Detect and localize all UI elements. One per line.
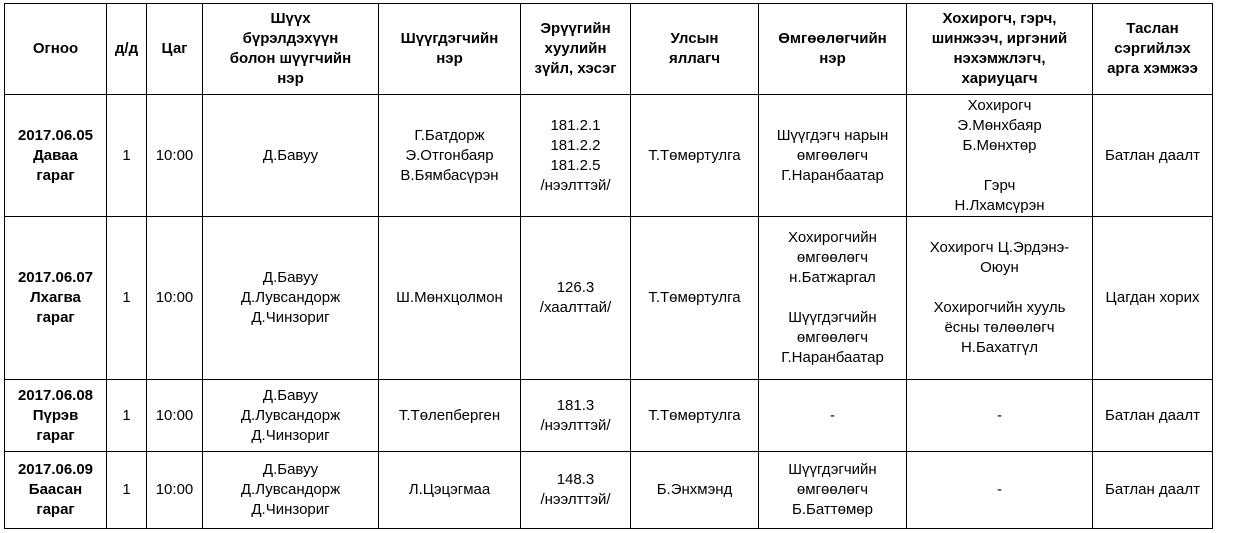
cell-defendants: Т.Төлепберген	[379, 380, 521, 452]
header-court-composition: Шүүх бүрэлдэхүүн болон шүүгчийн нэр	[203, 4, 379, 95]
cell-court: Д.Бавуу Д.Лувсандорж Д.Чинзориг	[203, 217, 379, 380]
cell-parties: -	[907, 380, 1093, 452]
cell-lawyer: Хохирогчийн өмгөөлөгч н.Батжаргал Шүүгдэгчийн өмгөөлөгч Г.Наранбаатар	[759, 217, 907, 380]
header-parties: Хохирогч, гэрч, шинжээч, иргэний нэхэмжлэгч, хариуцагч	[907, 4, 1093, 95]
cell-measure: Батлан даалт	[1093, 452, 1213, 529]
cell-articles: 148.3 /нээлттэй/	[521, 452, 631, 529]
cell-measure: Батлан даалт	[1093, 95, 1213, 217]
cell-prosecutor: Т.Төмөртулга	[631, 95, 759, 217]
cell-defendants: Л.Цэцэгмаа	[379, 452, 521, 529]
header-date: Огноо	[5, 4, 107, 95]
header-defendant: Шүүгдэгчийн нэр	[379, 4, 521, 95]
table-row	[5, 217, 1213, 380]
header-prosecutor: Улсын яллагч	[631, 4, 759, 95]
cell-prosecutor: Т.Төмөртулга	[631, 217, 759, 380]
cell-time: 10:00	[147, 217, 203, 380]
cell-prosecutor: Б.Энхмэнд	[631, 452, 759, 529]
cell-articles: 126.3 /хаалттай/	[521, 217, 631, 380]
cell-time: 10:00	[147, 95, 203, 217]
cell-date: 2017.06.08 Пүрэв гараг	[5, 380, 107, 452]
court-schedule-table	[4, 3, 1213, 529]
cell-parties: -	[907, 452, 1093, 529]
table-row	[5, 95, 1213, 217]
cell-articles: 181.2.1 181.2.2 181.2.5 /нээлттэй/	[521, 95, 631, 217]
cell-articles: 181.3 /нээлттэй/	[521, 380, 631, 452]
cell-number: 1	[107, 217, 147, 380]
cell-date: 2017.06.09 Баасан гараг	[5, 452, 107, 529]
cell-number: 1	[107, 452, 147, 529]
cell-lawyer: -	[759, 380, 907, 452]
header-time: Цаг	[147, 4, 203, 95]
cell-parties: Хохирогч Э.Мөнхбаяр Б.Мөнхтөр Гэрч Н.Лхамсүрэн	[907, 95, 1093, 217]
cell-defendants: Ш.Мөнхцолмон	[379, 217, 521, 380]
cell-number: 1	[107, 380, 147, 452]
cell-date: 2017.06.07 Лхагва гараг	[5, 217, 107, 380]
cell-time: 10:00	[147, 452, 203, 529]
header-criminal-article: Эрүүгийн хуулийн зүйл, хэсэг	[521, 4, 631, 95]
table-row	[5, 452, 1213, 529]
cell-court: Д.Бавуу Д.Лувсандорж Д.Чинзориг	[203, 380, 379, 452]
header-preventive-measure: Таслан сэргийлэх арга хэмжээ	[1093, 4, 1213, 95]
cell-parties: Хохирогч Ц.Эрдэнэ- Оюун Хохирогчийн хууль ёсны төлөөлөгч Н.Бахатгүл	[907, 217, 1093, 380]
cell-prosecutor: Т.Төмөртулга	[631, 380, 759, 452]
cell-number: 1	[107, 95, 147, 217]
cell-court: Д.Бавуу Д.Лувсандорж Д.Чинзориг	[203, 452, 379, 529]
cell-defendants: Г.Батдорж Э.Отгонбаяр В.Бямбасүрэн	[379, 95, 521, 217]
cell-measure: Цагдан хорих	[1093, 217, 1213, 380]
cell-time: 10:00	[147, 380, 203, 452]
table-row	[5, 380, 1213, 452]
cell-lawyer: Шүүгдэгч нарын өмгөөлөгч Г.Наранбаатар	[759, 95, 907, 217]
cell-lawyer: Шүүгдэгчийн өмгөөлөгч Б.Баттөмөр	[759, 452, 907, 529]
cell-date: 2017.06.05 Даваа гараг	[5, 95, 107, 217]
cell-court: Д.Бавуу	[203, 95, 379, 217]
header-row	[5, 4, 1213, 95]
cell-measure: Батлан даалт	[1093, 380, 1213, 452]
schedule-table-wrapper	[4, 3, 1213, 529]
header-lawyer: Өмгөөлөгчийн нэр	[759, 4, 907, 95]
header-number: д/д	[107, 4, 147, 95]
